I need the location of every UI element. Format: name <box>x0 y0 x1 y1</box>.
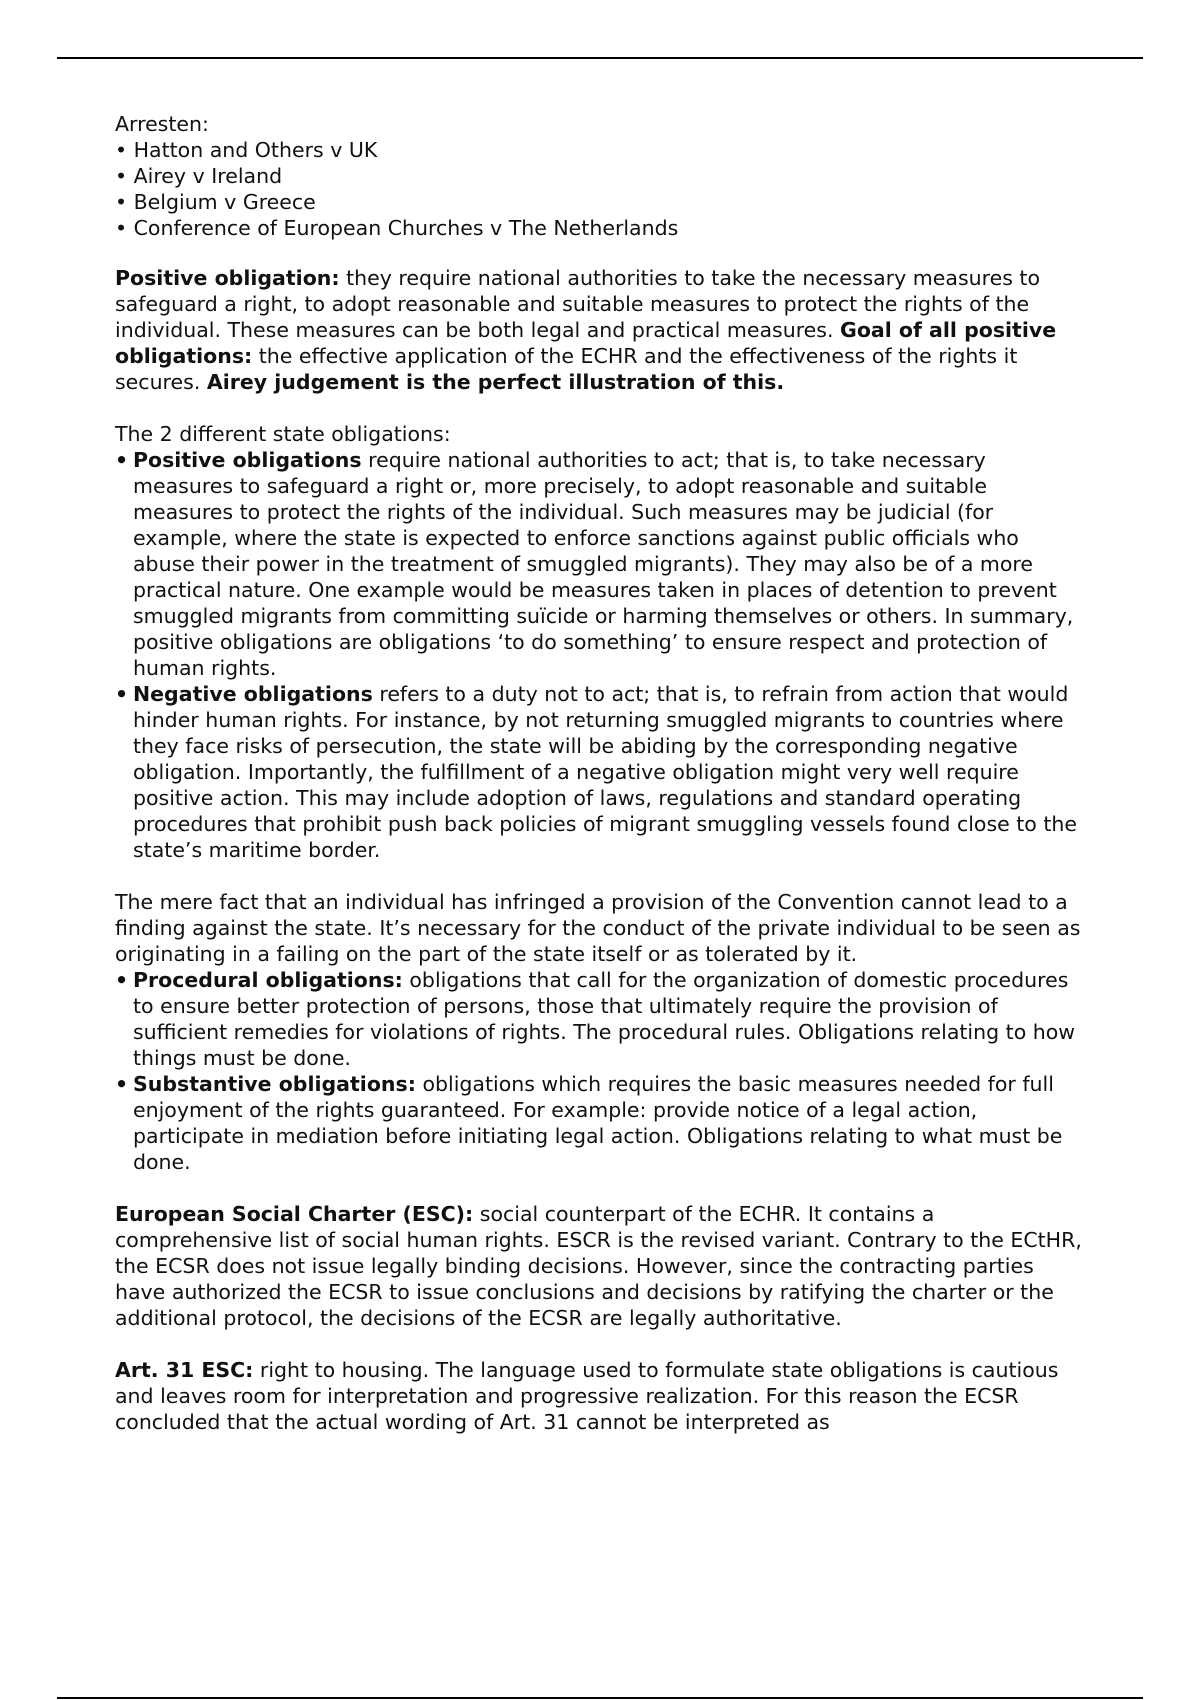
state-obligations-heading: The 2 different state obligations: <box>115 422 451 446</box>
esc-text: social counterpart of the ECHR. It contains a comprehensive list of social human rights. ESCR is the revised variant. Contrary to the ECtHR, the ECSR does not issue legally binding decisions. However, since the contracting parties have authorized the ECSR to issue conclusions and decisions by ratifying the charter or the additional protocol, the decisions of the ECSR are legally authoritative. <box>115 1202 1082 1330</box>
term-art31: Art. 31 ESC: <box>115 1358 254 1382</box>
procedural-substantive-list <box>115 967 1087 1175</box>
item-text: require national authorities to act; that is, to take necessary measures to safeguard a right or, more precisely, to adopt reasonable and suitable measures to protect the rights of the individual. Such measures may be judicial (for example, where the state is expected to enforce sanctions against public officials who abuse their power in the treatment of smuggled migrants). They may also be of a more practical nature. One example would be measures taken in places of detention to prevent smuggled migrants from committing suïcide or harming themselves or others. In summary, positive obligations are obligations ‘to do something’ to ensure respect and protection of human rights. <box>133 448 1074 680</box>
list-item <box>115 681 1087 863</box>
arresten-heading: Arresten: <box>115 112 209 136</box>
item-text: obligations that call for the organization of domestic procedures to ensure better protection of persons, those that ultimately require the provision of sufficient remedies for violations of rights. The procedural rules. Obligations relating to how things must be done. <box>133 968 1076 1070</box>
list-item <box>115 967 1087 1071</box>
term-positive-obligations: Positive obligations <box>133 448 362 472</box>
positive-obligation-text: they require national authorities to take the necessary measures to safeguard a right, to adopt reasonable and suitable measures to protect the rights of the individual. These measures can be both legal and practical measures. <box>115 266 1040 342</box>
art31-paragraph <box>115 1357 1087 1435</box>
list-item <box>115 447 1087 681</box>
list-item: • Conference of European Churches v The Netherlands <box>115 216 679 240</box>
list-item: • Belgium v Greece <box>115 190 316 214</box>
art31-text: right to housing. The language used to formulate state obligations is cautious and leaves room for interpretation and progressive realization. For this reason the ECSR concluded that the actual wording of Art. 31 cannot be interpreted as <box>115 1358 1059 1434</box>
item-text: obligations which requires the basic measures needed for full enjoyment of the rights guaranteed. For example: provide notice of a legal action, participate in mediation before initiating legal action. Obligations relating to what must be done. <box>133 1072 1063 1174</box>
list-item: • Hatton and Others v UK <box>115 138 378 162</box>
term-goal: Goal of all positive obligations: <box>115 318 1057 368</box>
list-item: • Airey v Ireland <box>115 164 283 188</box>
item-text: refers to a duty not to act; that is, to refrain from action that would hinder human rights. For instance, by not returning smuggled migrants to countries where they face risks of persecution, the state will be abiding by the corresponding negative obligation. Importantly, the fulfillment of a negative obligation might very well require positive action. This may include adoption of laws, regulations and standard operating procedures that prohibit push back policies of migrant smuggling vessels found close to the state’s maritime border. <box>133 682 1078 862</box>
bullet-icon: • <box>115 448 129 472</box>
goal-text: the effective application of the ECHR and the effectiveness of the rights it secures. <box>115 344 1018 394</box>
term-positive-obligation: Positive obligation: <box>115 266 340 290</box>
positive-obligation-paragraph <box>115 265 1087 395</box>
esc-paragraph <box>115 1201 1087 1331</box>
term-esc: European Social Charter (ESC): <box>115 1202 474 1226</box>
top-rule <box>57 57 1143 59</box>
mere-fact-paragraph: The mere fact that an individual has infringed a provision of the Convention cannot lead to a finding against the state. It’s necessary for the conduct of the private individual to be seen as originating in a failing on the part of the state itself or as tolerated by it. <box>115 890 1081 966</box>
document-body <box>115 111 1087 1435</box>
term-substantive-obligations: Substantive obligations: <box>133 1072 416 1096</box>
bullet-icon: • <box>115 682 129 706</box>
arresten-list <box>115 137 1087 241</box>
bullet-icon: • <box>115 968 129 992</box>
bullet-icon: • <box>115 1072 129 1096</box>
list-item <box>115 1071 1087 1175</box>
state-obligations-list <box>115 447 1087 863</box>
term-negative-obligations: Negative obligations <box>133 682 373 706</box>
airey-note: Airey judgement is the perfect illustration of this. <box>206 370 785 394</box>
term-procedural-obligations: Procedural obligations: <box>133 968 403 992</box>
bottom-rule <box>57 1697 1143 1699</box>
